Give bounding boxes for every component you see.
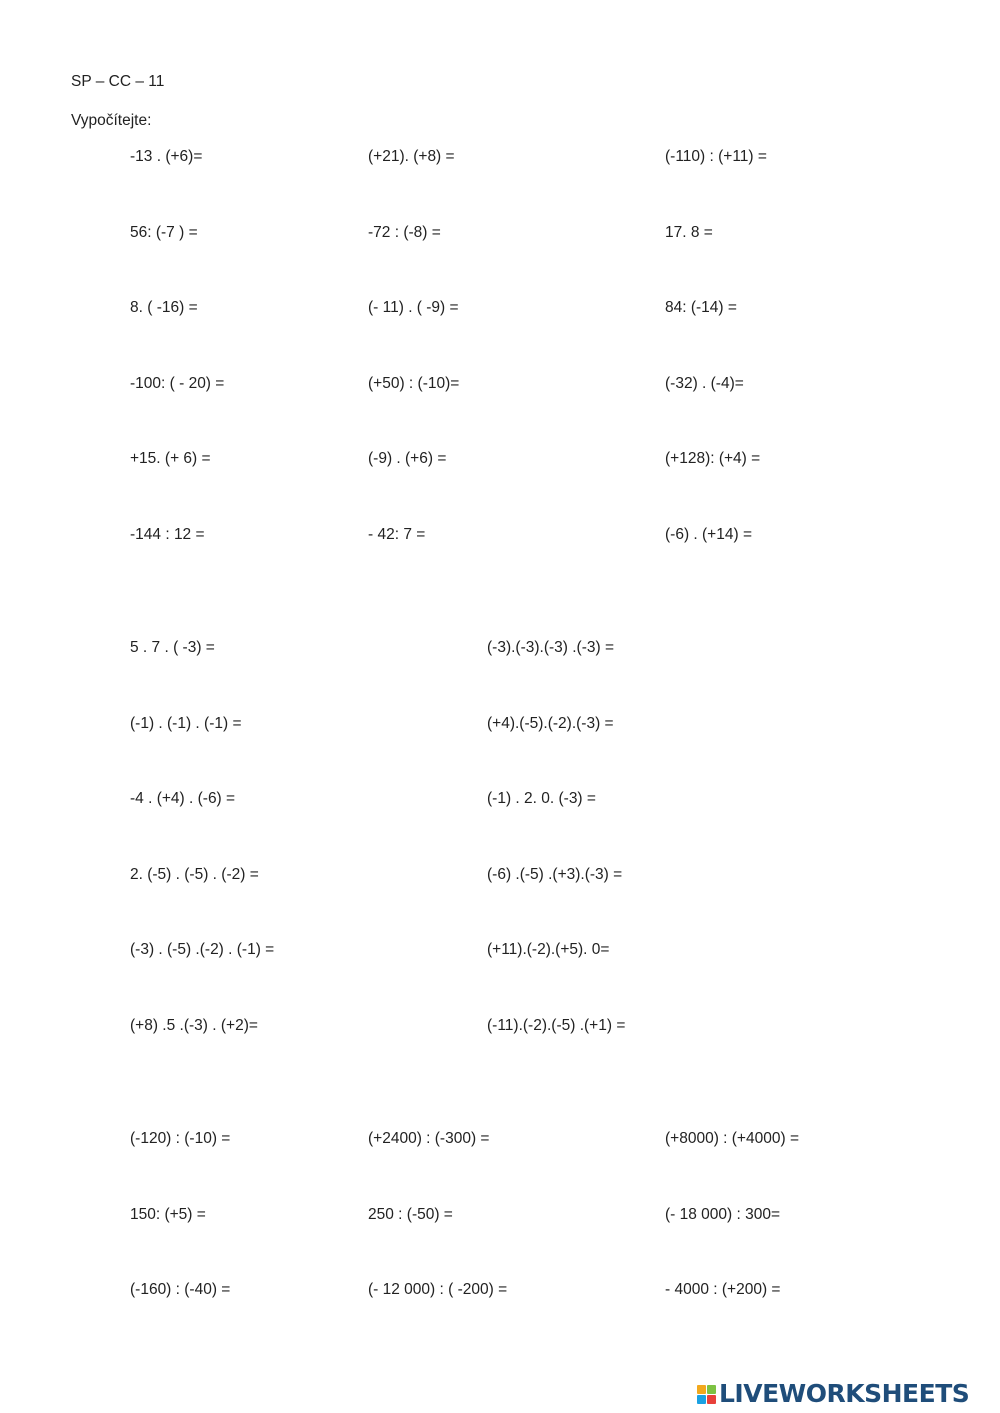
exercise-item: 17. 8 =	[665, 223, 713, 241]
exercise-row	[0, 450, 1000, 470]
exercise-item: (-6) . (+14) =	[665, 526, 752, 543]
exercise-row	[0, 790, 1000, 810]
instruction-text: Vypočítejte:	[71, 112, 152, 129]
exercise-item: 56: (-7 ) =	[130, 223, 198, 241]
exercise-row	[0, 1017, 1000, 1037]
exercise-item: 8. ( -16) =	[130, 299, 198, 317]
exercise-item: (-3).(-3).(-3) .(-3) =	[487, 639, 615, 656]
exercise-row	[0, 224, 1000, 244]
exercise-item: -13 . (+6)=	[130, 148, 203, 165]
exercise-item: (- 18 000) : 300=	[665, 1205, 781, 1223]
worksheet-code: SP – CC – 11	[71, 73, 165, 90]
exercise-row	[0, 941, 1000, 961]
exercise-item: -144 : 12 =	[130, 526, 205, 543]
exercise-row	[0, 375, 1000, 395]
exercise-row	[0, 299, 1000, 319]
exercise-item: (-1) . (-1) . (-1) =	[130, 714, 242, 732]
exercise-item: (+50) : (-10)=	[368, 374, 460, 392]
exercise-item: (-32) . (-4)=	[665, 374, 744, 392]
exercise-item: 84: (-14) =	[665, 299, 737, 317]
exercise-item: (-1) . 2. 0. (-3) =	[487, 790, 596, 808]
exercise-item: -72 : (-8) =	[368, 223, 441, 241]
exercise-item: (+4).(-5).(-2).(-3) =	[487, 714, 614, 732]
exercise-item: -100: ( - 20) =	[130, 374, 225, 392]
exercise-row	[0, 526, 1000, 546]
liveworksheets-logo	[697, 1380, 969, 1408]
exercise-item: (-6) .(-5) .(+3).(-3) =	[487, 865, 623, 883]
exercise-item: (+21). (+8) =	[368, 148, 455, 165]
exercise-item: (-110) : (+11) =	[665, 148, 767, 165]
logo-text: LIVEWORKSHEETS	[719, 1379, 970, 1408]
exercise-item: (-9) . (+6) =	[368, 450, 447, 468]
exercise-row	[0, 148, 1000, 168]
exercise-item: 2. (-5) . (-5) . (-2) =	[130, 865, 259, 883]
exercise-item: -4 . (+4) . (-6) =	[130, 790, 236, 808]
exercise-item: (-160) : (-40) =	[130, 1281, 231, 1299]
liveworksheets-logo-icon	[697, 1385, 716, 1404]
exercise-item: 250 : (-50) =	[368, 1205, 453, 1223]
exercise-row	[0, 1281, 1000, 1301]
exercise-row	[0, 715, 1000, 735]
exercise-item: (-11).(-2).(-5) .(+1) =	[487, 1017, 626, 1034]
exercise-item: (- 11) . ( -9) =	[368, 299, 459, 317]
exercise-item: (+128): (+4) =	[665, 450, 761, 468]
exercise-row	[0, 1130, 1000, 1150]
exercise-item: (-3) . (-5) .(-2) . (-1) =	[130, 941, 275, 959]
exercise-item: - 4000 : (+200) =	[665, 1281, 781, 1299]
exercise-item: (+8000) : (+4000) =	[665, 1130, 799, 1147]
exercise-item: (+8) .5 .(-3) . (+2)=	[130, 1017, 258, 1034]
exercise-row	[0, 866, 1000, 886]
exercise-item: (+11).(-2).(+5). 0=	[487, 941, 610, 959]
exercise-row	[0, 1206, 1000, 1226]
exercise-item: 5 . 7 . ( -3) =	[130, 639, 215, 656]
exercise-item: +15. (+ 6) =	[130, 450, 211, 468]
exercise-item: 150: (+5) =	[130, 1205, 206, 1223]
exercise-item: (+2400) : (-300) =	[368, 1130, 490, 1147]
exercise-row	[0, 639, 1000, 659]
exercise-item: (-120) : (-10) =	[130, 1130, 231, 1147]
exercise-item: - 42: 7 =	[368, 526, 426, 543]
exercise-item: (- 12 000) : ( -200) =	[368, 1281, 508, 1299]
